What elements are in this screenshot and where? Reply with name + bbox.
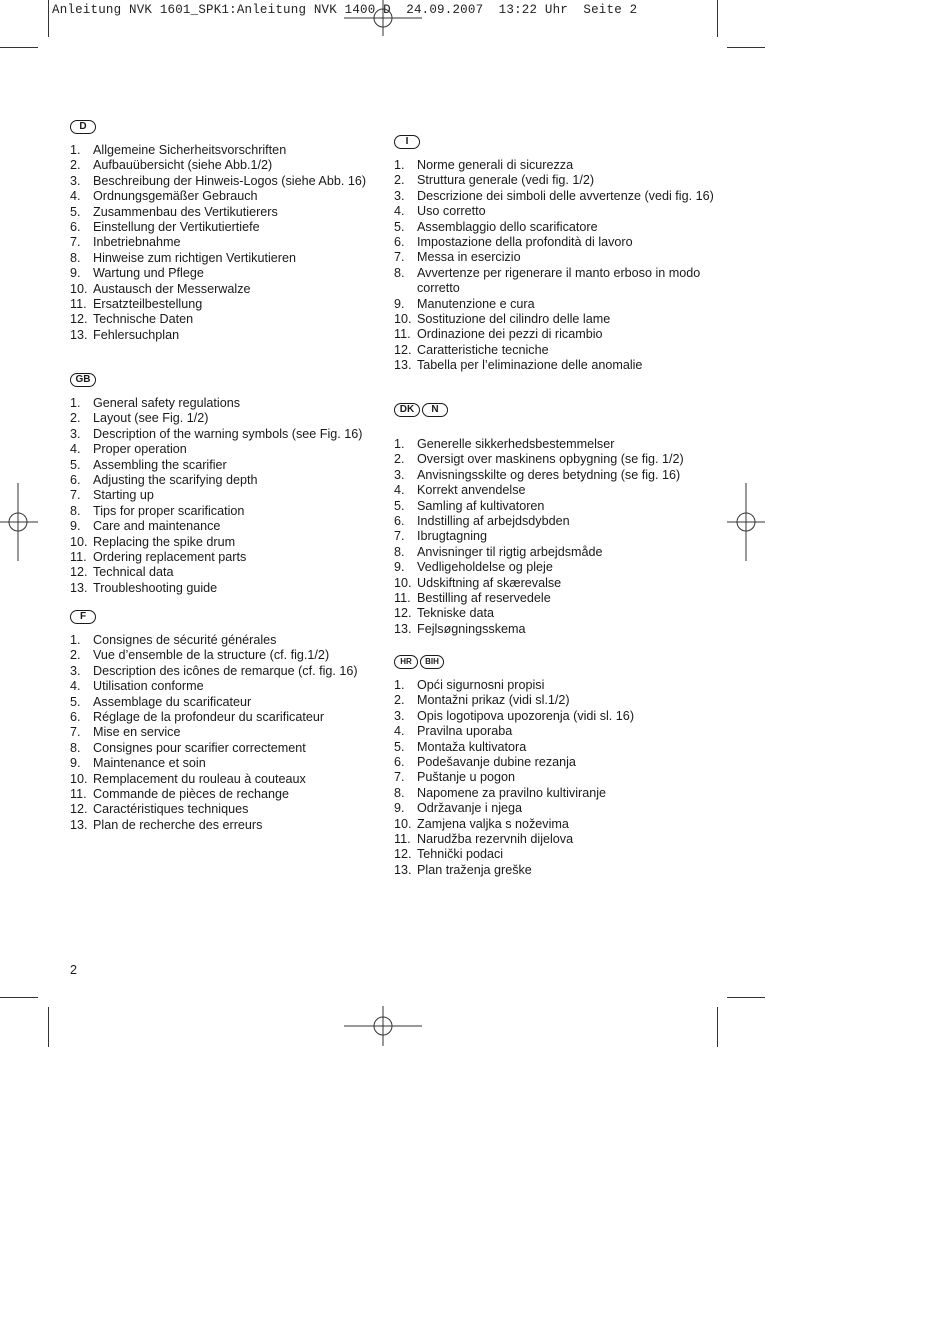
- toc-item-number: 8.: [394, 265, 405, 280]
- toc-item-number: 6.: [394, 755, 405, 770]
- toc-item: [70, 205, 390, 220]
- toc-item-number: 3.: [394, 467, 405, 482]
- toc-item-number: 10.: [70, 771, 88, 786]
- toc-item-number: 2.: [70, 158, 81, 173]
- toc-item-number: 4.: [70, 442, 81, 457]
- toc-item: [394, 817, 734, 832]
- toc-item-number: 7.: [70, 488, 81, 503]
- toc-item-text: Assemblage du scarificateur: [93, 694, 252, 709]
- toc-item-text: Assemblaggio dello scarificatore: [417, 219, 598, 234]
- toc-item-text: Layout (see Fig. 1/2): [93, 411, 209, 426]
- toc-item-number: 8.: [70, 503, 81, 518]
- toc-item-number: 1.: [70, 143, 81, 157]
- print-slug: Anleitung NVK 1601_SPK1:Anleitung NVK 1400 D 24.09.2007 13:22 Uhr Seite 2: [52, 3, 638, 17]
- toc-item: [70, 741, 390, 756]
- toc-item: [394, 312, 734, 327]
- toc-item-number: 9.: [70, 266, 81, 281]
- toc-item: [394, 327, 734, 342]
- language-badges: [70, 373, 390, 389]
- toc-item-number: 7.: [394, 250, 405, 265]
- toc-item-text: Remplacement du rouleau à couteaux: [93, 771, 306, 786]
- toc-item-text: Samling af kultivatoren: [417, 498, 545, 513]
- toc-item-number: 12.: [394, 606, 412, 621]
- toc-item-number: 7.: [70, 725, 81, 740]
- toc-item-text: Caractéristiques techniques: [93, 802, 249, 817]
- toc-item: [70, 220, 390, 235]
- toc-item: [394, 724, 734, 739]
- crop-mark: [48, 1007, 49, 1047]
- toc-item-number: 2.: [70, 411, 81, 426]
- toc-item-text: Sostituzione del cilindro delle lame: [417, 312, 611, 327]
- toc-item-text: Montažni prikaz (vidi sl.1/2): [417, 693, 570, 708]
- toc-item-number: 6.: [394, 235, 405, 250]
- registration-mark-icon: [344, 0, 422, 36]
- toc-item-number: 6.: [70, 710, 81, 725]
- crop-mark: [727, 997, 765, 998]
- toc-item-text: Wartung und Pflege: [93, 266, 204, 281]
- toc-item-number: 1.: [70, 396, 81, 410]
- toc-item: [394, 847, 734, 862]
- toc-item-text: Ibrugtagning: [417, 529, 488, 544]
- registration-mark-icon: [344, 1006, 422, 1046]
- toc-item-text: Tabella per l’eliminazione delle anomalie: [417, 358, 643, 373]
- toc-item: [70, 519, 390, 534]
- toc-item-text: Avvertenze per rigenerare il manto erboso in modo corretto: [417, 265, 701, 296]
- toc-item-text: Utilisation conforme: [93, 679, 204, 694]
- toc-list: [394, 678, 734, 878]
- toc-item-text: Messa in esercizio: [417, 250, 521, 265]
- toc-item: [70, 648, 390, 663]
- toc-item-number: 5.: [394, 498, 405, 513]
- toc-item-text: Podešavanje dubine rezanja: [417, 755, 576, 770]
- toc-item-number: 3.: [70, 173, 81, 188]
- toc-item-number: 5.: [70, 204, 81, 219]
- toc-item-text: Uso corretto: [417, 204, 486, 219]
- toc-item: [394, 606, 734, 621]
- toc-item-number: 3.: [70, 663, 81, 678]
- toc-item-text: Indstilling af arbejdsdybden: [417, 514, 570, 529]
- toc-item: [394, 863, 734, 878]
- toc-item-number: 12.: [70, 312, 88, 327]
- toc-item: [394, 545, 734, 560]
- toc-item-number: 11.: [70, 297, 87, 312]
- toc-item-number: 3.: [394, 188, 405, 203]
- toc-item-text: Manutenzione e cura: [417, 296, 535, 311]
- toc-item-text: Bestilling af reservedele: [417, 591, 551, 606]
- toc-item-number: 1.: [70, 633, 81, 647]
- toc-item-text: Zusammenbau des Vertikutierers: [93, 204, 278, 219]
- toc-item-number: 7.: [394, 770, 405, 785]
- toc-item-number: 7.: [394, 529, 405, 544]
- toc-item-number: 7.: [70, 235, 81, 250]
- toc-item-text: Tehnički podaci: [417, 847, 504, 862]
- toc-item-number: 6.: [70, 473, 81, 488]
- toc-item-number: 5.: [394, 739, 405, 754]
- toc-item-number: 13.: [70, 817, 88, 832]
- toc-item-text: Norme generali di sicurezza: [417, 158, 574, 172]
- toc-section-hr-bih: [394, 655, 734, 878]
- toc-item: [70, 251, 390, 266]
- toc-item-number: 1.: [394, 678, 405, 692]
- toc-item-text: Opći sigurnosni propisi: [417, 678, 545, 692]
- toc-item: [70, 411, 390, 426]
- toc-item-number: 12.: [394, 342, 412, 357]
- toc-item-number: 3.: [70, 426, 81, 441]
- toc-item-number: 2.: [70, 648, 81, 663]
- toc-item-text: Održavanje i njega: [417, 801, 523, 816]
- toc-item-text: Troubleshooting guide: [93, 580, 218, 595]
- toc-item: [394, 755, 734, 770]
- toc-item-text: Ersatzteilbestellung: [93, 297, 203, 312]
- toc-item-text: Fehlersuchplan: [93, 327, 180, 342]
- toc-item-number: 2.: [394, 452, 405, 467]
- toc-item-number: 2.: [394, 173, 405, 188]
- toc-item-text: Technical data: [93, 565, 174, 580]
- toc-item-text: Adjusting the scarifying depth: [93, 473, 258, 488]
- language-badges: [394, 135, 734, 151]
- toc-item: [394, 297, 734, 312]
- toc-item-number: 9.: [394, 296, 405, 311]
- toc-item-text: Technische Daten: [93, 312, 194, 327]
- toc-item-text: Oversigt over maskinens opbygning (se fig. 1/2): [417, 452, 684, 467]
- toc-item-text: Napomene za pravilno kultiviranje: [417, 785, 607, 800]
- toc-item: [394, 189, 734, 204]
- toc-item: [394, 678, 734, 693]
- toc-item-text: Einstellung der Vertikutiertiefe: [93, 220, 260, 235]
- toc-item-number: 11.: [394, 327, 411, 342]
- toc-item: [70, 143, 390, 158]
- toc-item-number: 8.: [394, 785, 405, 800]
- toc-item: [70, 633, 390, 648]
- toc-item: [394, 437, 734, 452]
- toc-item: [70, 189, 390, 204]
- toc-item-text: Starting up: [93, 488, 154, 503]
- toc-item-text: Anvisningsskilte og deres betydning (se fig. 16): [417, 467, 681, 482]
- toc-item-number: 10.: [394, 816, 412, 831]
- toc-item-number: 10.: [70, 534, 88, 549]
- toc-item-text: Fejlsøgningsskema: [417, 621, 526, 636]
- toc-item: [394, 514, 734, 529]
- toc-item-number: 6.: [394, 514, 405, 529]
- toc-item: [394, 250, 734, 265]
- toc-item-number: 13.: [394, 621, 412, 636]
- toc-item-text: Mise en service: [93, 725, 181, 740]
- toc-item: [70, 235, 390, 250]
- toc-item-text: Descrizione dei simboli delle avvertenze (vedi fig. 16): [417, 188, 714, 203]
- toc-item-number: 13.: [70, 327, 88, 342]
- toc-item-text: Vue d’ensemble de la structure (cf. fig.1/2): [93, 648, 330, 663]
- toc-item-text: Montaža kultivatora: [417, 739, 527, 754]
- crop-mark: [727, 47, 765, 48]
- toc-item-number: 12.: [70, 565, 88, 580]
- toc-item-number: 9.: [394, 560, 405, 575]
- toc-list: [70, 396, 390, 596]
- toc-item: [70, 756, 390, 771]
- toc-item-text: Beschreibung der Hinweis-Logos (siehe Abb. 16): [93, 173, 367, 188]
- language-badges: [70, 120, 390, 136]
- toc-item: [70, 535, 390, 550]
- toc-item: [70, 710, 390, 725]
- toc-item: [70, 427, 390, 442]
- toc-item-number: 13.: [394, 862, 412, 877]
- toc-item-number: 3.: [394, 708, 405, 723]
- language-badge: DK: [394, 403, 420, 417]
- toc-item-text: Ordering replacement parts: [93, 550, 247, 565]
- toc-item-text: Maintenance et soin: [93, 756, 206, 771]
- toc-item-number: 8.: [70, 250, 81, 265]
- toc-item: [70, 328, 390, 343]
- language-badge: GB: [70, 373, 96, 387]
- toc-section-it: [394, 135, 734, 374]
- language-badge: BIH: [420, 655, 444, 669]
- toc-item: [70, 282, 390, 297]
- toc-item: [394, 709, 734, 724]
- toc-item-number: 11.: [70, 550, 87, 565]
- toc-item-number: 12.: [394, 847, 412, 862]
- toc-item-number: 1.: [394, 437, 405, 451]
- toc-item-text: Impostazione della profondità di lavoro: [417, 235, 633, 250]
- toc-item-text: Inbetriebnahme: [93, 235, 181, 250]
- toc-item-text: Caratteristiche tecniche: [417, 342, 549, 357]
- toc-section-fr: [70, 610, 390, 833]
- toc-item-number: 11.: [394, 591, 411, 606]
- toc-item: [394, 832, 734, 847]
- toc-item: [394, 770, 734, 785]
- toc-item-text: Allgemeine Sicherheitsvorschriften: [93, 143, 287, 157]
- toc-item: [70, 504, 390, 519]
- toc-item: [394, 801, 734, 816]
- toc-item-text: Proper operation: [93, 442, 187, 457]
- toc-item-text: Generelle sikkerhedsbestemmelser: [417, 437, 615, 451]
- toc-item: [70, 158, 390, 173]
- crop-mark: [48, 0, 49, 37]
- toc-item-text: Udskiftning af skærevalse: [417, 575, 562, 590]
- toc-item-number: 4.: [70, 189, 81, 204]
- toc-item-number: 13.: [394, 358, 412, 373]
- toc-item-number: 8.: [70, 740, 81, 755]
- toc-item-text: Struttura generale (vedi fig. 1/2): [417, 173, 595, 188]
- toc-item: [394, 343, 734, 358]
- crop-mark: [0, 47, 38, 48]
- toc-item: [70, 679, 390, 694]
- toc-item: [394, 452, 734, 467]
- toc-item: [70, 473, 390, 488]
- toc-item-text: Réglage de la profondeur du scarificateur: [93, 710, 325, 725]
- toc-item: [394, 591, 734, 606]
- language-badge: I: [394, 135, 420, 149]
- toc-item: [394, 560, 734, 575]
- toc-item: [70, 664, 390, 679]
- toc-item: [394, 266, 734, 297]
- toc-item: [394, 173, 734, 188]
- toc-item: [70, 312, 390, 327]
- toc-item-text: Opis logotipova upozorenja (vidi sl. 16): [417, 708, 635, 723]
- crop-mark: [0, 997, 38, 998]
- toc-item-text: Zamjena valjka s noževima: [417, 816, 569, 831]
- toc-item-text: Anvisninger til rigtig arbejdsmåde: [417, 544, 603, 559]
- toc-list: [394, 437, 734, 637]
- toc-item: [70, 174, 390, 189]
- toc-item-number: 4.: [394, 483, 405, 498]
- toc-item: [394, 468, 734, 483]
- toc-item: [394, 220, 734, 235]
- toc-item-text: Description of the warning symbols (see Fig. 16): [93, 426, 363, 441]
- toc-item-text: Aufbauübersicht (siehe Abb.1/2): [93, 158, 273, 173]
- toc-item-number: 9.: [70, 756, 81, 771]
- toc-item: [394, 622, 734, 637]
- toc-item-number: 4.: [394, 204, 405, 219]
- toc-item-number: 4.: [394, 724, 405, 739]
- toc-item: [70, 488, 390, 503]
- toc-item-number: 8.: [394, 544, 405, 559]
- toc-section-dk-n: [394, 403, 734, 637]
- toc-item: [70, 458, 390, 473]
- language-badge: F: [70, 610, 96, 624]
- toc-item: [70, 550, 390, 565]
- toc-item-text: Tips for proper scarification: [93, 503, 245, 518]
- toc-item-number: 11.: [394, 832, 411, 847]
- toc-item: [394, 786, 734, 801]
- toc-item-number: 13.: [70, 580, 88, 595]
- toc-list: [70, 143, 390, 343]
- page-number: 2: [70, 963, 78, 977]
- toc-item: [70, 266, 390, 281]
- toc-item: [70, 442, 390, 457]
- toc-item-text: General safety regulations: [93, 396, 241, 410]
- language-badge: N: [422, 403, 448, 417]
- toc-item: [70, 787, 390, 802]
- toc-list: [394, 158, 734, 374]
- toc-item-text: Plan traženja greške: [417, 862, 532, 877]
- toc-item: [394, 693, 734, 708]
- toc-item-text: Puštanje u pogon: [417, 770, 516, 785]
- toc-item: [394, 529, 734, 544]
- toc-item: [70, 772, 390, 787]
- toc-item-number: 1.: [394, 158, 405, 172]
- language-badges: [70, 610, 390, 626]
- toc-item: [394, 204, 734, 219]
- toc-item-number: 9.: [70, 519, 81, 534]
- toc-item-text: Pravilna uporaba: [417, 724, 513, 739]
- crop-mark: [717, 1007, 718, 1047]
- toc-item-number: 10.: [394, 312, 412, 327]
- toc-item-text: Tekniske data: [417, 606, 495, 621]
- toc-item-text: Korrekt anvendelse: [417, 483, 526, 498]
- toc-item: [70, 581, 390, 596]
- toc-item: [394, 483, 734, 498]
- toc-item-text: Vedligeholdelse og pleje: [417, 560, 553, 575]
- toc-item-text: Consignes de sécurité générales: [93, 633, 277, 647]
- registration-mark-icon: [0, 483, 38, 561]
- toc-item: [394, 235, 734, 250]
- toc-item: [70, 802, 390, 817]
- toc-list: [70, 633, 390, 833]
- toc-item: [394, 576, 734, 591]
- toc-item-number: 12.: [70, 802, 88, 817]
- toc-item-text: Replacing the spike drum: [93, 534, 236, 549]
- toc-item: [70, 297, 390, 312]
- toc-item: [70, 396, 390, 411]
- crop-mark: [717, 0, 718, 37]
- toc-item: [394, 158, 734, 173]
- toc-item-number: 6.: [70, 220, 81, 235]
- toc-item-number: 10.: [394, 575, 412, 590]
- toc-item: [70, 725, 390, 740]
- toc-item-number: 11.: [70, 787, 87, 802]
- toc-item: [394, 358, 734, 373]
- toc-item-number: 10.: [70, 281, 88, 296]
- toc-item-text: Assembling the scarifier: [93, 457, 227, 472]
- toc-item: [394, 499, 734, 514]
- toc-item-number: 2.: [394, 693, 405, 708]
- toc-item: [70, 695, 390, 710]
- toc-item-number: 4.: [70, 679, 81, 694]
- toc-item-number: 5.: [394, 219, 405, 234]
- toc-item-text: Commande de pièces de rechange: [93, 787, 290, 802]
- toc-item-text: Austausch der Messerwalze: [93, 281, 251, 296]
- toc-item-text: Ordnungsgemäßer Gebrauch: [93, 189, 258, 204]
- toc-section-gb: [70, 373, 390, 596]
- language-badges: [394, 655, 734, 671]
- language-badges: [394, 403, 734, 419]
- toc-item-text: Plan de recherche des erreurs: [93, 817, 263, 832]
- toc-item: [70, 818, 390, 833]
- language-badge: HR: [394, 655, 418, 669]
- toc-item: [394, 740, 734, 755]
- toc-item-text: Ordinazione dei pezzi di ricambio: [417, 327, 603, 342]
- toc-item-text: Consignes pour scarifier correctement: [93, 740, 306, 755]
- toc-section-de: [70, 120, 390, 343]
- language-badge: D: [70, 120, 96, 134]
- toc-item-number: 9.: [394, 801, 405, 816]
- toc-item-number: 5.: [70, 694, 81, 709]
- toc-item: [70, 565, 390, 580]
- toc-item-text: Narudžba rezervnih dijelova: [417, 832, 574, 847]
- toc-item-number: 5.: [70, 457, 81, 472]
- toc-item-text: Care and maintenance: [93, 519, 221, 534]
- toc-item-text: Description des icônes de remarque (cf. fig. 16): [93, 663, 358, 678]
- toc-item-text: Hinweise zum richtigen Vertikutieren: [93, 250, 296, 265]
